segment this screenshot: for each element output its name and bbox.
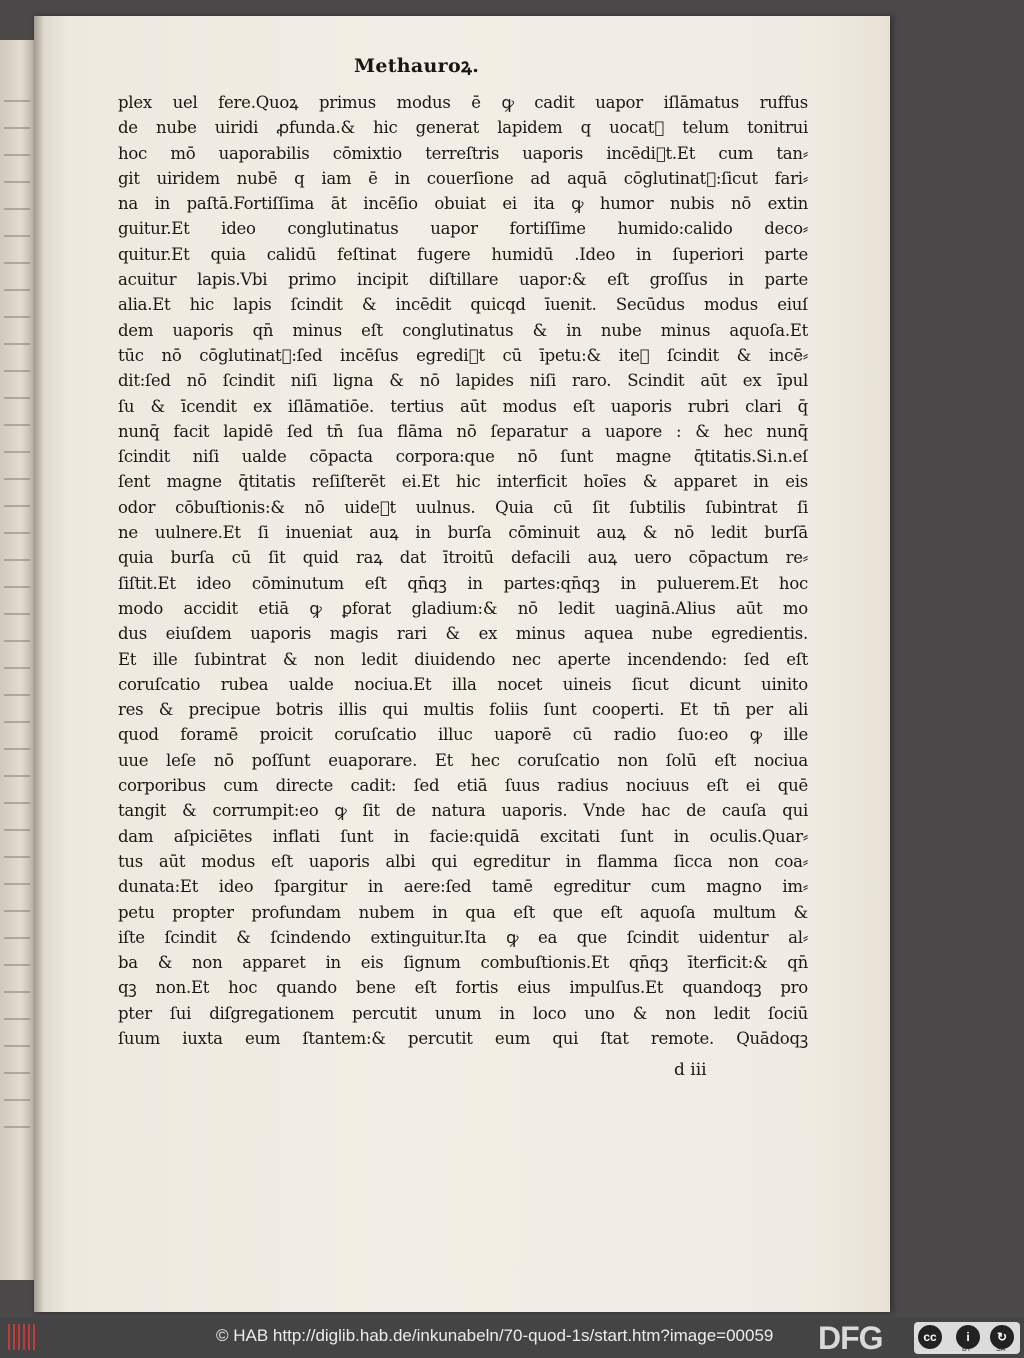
cc-by-label: BY	[962, 1346, 972, 1353]
text-line: dem uaporis qn̄ minus eſt conglutinatus & in nube minus aquoſa.Et	[118, 320, 808, 340]
text-line: coruſcatio rubea ualde nociua.Et illa nocet uineis ſicut dicunt uinito	[118, 674, 808, 694]
previous-page-text-traces	[4, 100, 30, 1150]
text-line: dus eiuſdem uaporis magis rari & ex minus aquea nube egredientis.	[118, 624, 808, 644]
text-line: nunq̄ facit lapidē ſed tn̄ ſua flāma nō ſeparatur a uapore : & hec nunq̄	[118, 421, 808, 441]
running-head: Methauroꝝ.	[354, 55, 480, 77]
text-line: ſent magne q̄titatis reſiſterēt ei.Et hic interficit hoīes & apparet in eis	[118, 472, 808, 492]
text-line: uue leſe nō poſſunt euaporare. Et hec coruſcatio non ſolū eſt nociua	[118, 750, 808, 770]
text-line: quia burſa cū ſit quid raꝝ dat ītroitū defacili auꝝ uero cōpactum re⸗	[118, 548, 808, 568]
share-alike-icon: ↻	[990, 1325, 1014, 1349]
text-line: alia.Et hic lapis ſcindit & incēdit quicqd īuenit. Secūdus modus eiuſ	[118, 295, 808, 315]
text-line: dam aſpiciētes inflati ſunt in facie:quidā excitati ſunt in oculis.Quar⸗	[118, 826, 808, 846]
text-line: odor cōbuſtionis:& nō uideᷣt uulnus. Quia cū ſit ſubtilis ſubintrat ſi	[118, 497, 808, 517]
text-line: tangit & corrumpit:eo ꝙ ſit de natura uaporis. Vnde hac de cauſa qui	[118, 801, 808, 821]
text-line: qꝫ non.Et hoc quando bene eſt fortis eius impulſus.Et quandoqꝫ pro	[118, 978, 808, 998]
text-line: ba & non apparet in eis ſignum combuſtionis.Et qn̄qꝫ īterficit:& qn̄	[118, 953, 808, 973]
text-line: modo accidit etiā ꝙ ꝑforat gladium:& nō ledit uaginā.Alius aūt mo	[118, 598, 808, 618]
text-line: quitur.Et quia calidū feſtinat fugere humidū .Ideo in ſuperiori parte	[118, 244, 808, 264]
text-line: hoc mō uaporabilis cōmixtio terreſtris uaporis incēdiᷣt.Et cum tan⸗	[118, 143, 808, 163]
text-line: ne uulnere.Et ſi inueniat auꝝ in burſa cōminuit auꝝ & nō ledit burſā	[118, 523, 808, 543]
text-line: guitur.Et ideo conglutinatus uapor fortiſſime humido:calido deco⸗	[118, 219, 808, 239]
text-line: ſuum iuxta eum ſtantem:& percutit eum qui ſtat remote. Quādoqꝫ	[118, 1028, 808, 1048]
text-line: acuitur lapis.Vbi primo incipit diſtillare uapor:& eſt groſſus in parte	[118, 270, 808, 290]
footer-bar	[0, 1318, 1024, 1358]
book-page	[34, 16, 890, 1312]
text-line: petu propter profundam nubem in qua eſt que eſt aquoſa multum &	[118, 902, 808, 922]
cc-logo-icon: cc	[918, 1325, 942, 1349]
text-line: dunata:Et ideo ſpargitur in aere:ſed tamē egreditur cum magno im⸗	[118, 877, 808, 897]
copyright-link[interactable]: © HAB http://diglib.hab.de/inkunabeln/70-quod-1s/start.htm?image=00059	[216, 1326, 774, 1345]
text-line: ſu & īcendit ex iſlāmatiōe. tertius aūt modus eſt uaporis rubri clari q̄	[118, 396, 808, 416]
dfg-logo: DFG	[818, 1320, 883, 1356]
text-line: iſte ſcindit & ſcindendo extinguitur.Ita ꝙ ea que ſcindit uidentur al⸗	[118, 927, 808, 947]
attribution-icon: i	[956, 1325, 980, 1349]
creative-commons-icon[interactable]	[914, 1322, 1020, 1354]
text-line: de nube uiridi ꝓfunda.& hic generat lapidem q uocatᷣ telum tonitrui	[118, 118, 808, 138]
signature-mark: d iii	[674, 1060, 707, 1080]
text-line: dit:ſed nō ſcindit niſi ligna & nō lapides niſi raro. Scindit aūt ex īpul	[118, 371, 808, 391]
text-line: Et ille ſubintrat & non ledit diuidendo nec aperte incendendo: ſed eſt	[118, 649, 808, 669]
text-line: tūc nō cōglutinatᷣ:ſed incēſus egrediᷣt cū īpetu:& iteꝝ ſcindit & incē⸗	[118, 345, 808, 365]
text-line: pter ſui diſgregationem percutit unum in loco uno & non ledit ſociū	[118, 1003, 808, 1023]
barcode-icon	[8, 1324, 38, 1350]
text-line: res & precipue botris illis qui multis foliis ſunt cooperti. Et tn̄ per ali	[118, 700, 808, 720]
text-block	[118, 90, 808, 1051]
text-line: na in paſtā.Fortiſſima āt incēſio obuiat ei ita ꝙ humor nubis nō extin	[118, 194, 808, 214]
text-line: ſcindit niſi ualde cōpacta corpora:que nō ſunt magne q̄titatis.Si.n.eſ	[118, 447, 808, 467]
cc-sa-label: SA	[996, 1346, 1006, 1353]
text-line: corporibus cum directe cadit: ſed etiā ſuus radius nociuus eſt ei quē	[118, 776, 808, 796]
text-line: quod foramē proicit coruſcatio illuc uaporē cū radio ſuo:eo ꝙ ille	[118, 725, 808, 745]
text-line: git uiridem nubē q iam ē in couerſione ad aquā cōglutinatᷣ:ſicut fari⸗	[118, 168, 808, 188]
text-line: plex uel fere.Quoꝝ primus modus ē ꝙ cadit uapor iſlāmatus ruffus	[118, 93, 808, 112]
text-line: tus aūt modus eſt uaporis albi qui egreditur in flamma ſicca non coa⸗	[118, 851, 808, 871]
text-line: ſiſtit.Et ideo cōminutum eſt qn̄qꝫ in partes:qn̄qꝫ in puluerem.Et hoc	[118, 573, 808, 593]
previous-page-edge	[0, 40, 34, 1280]
